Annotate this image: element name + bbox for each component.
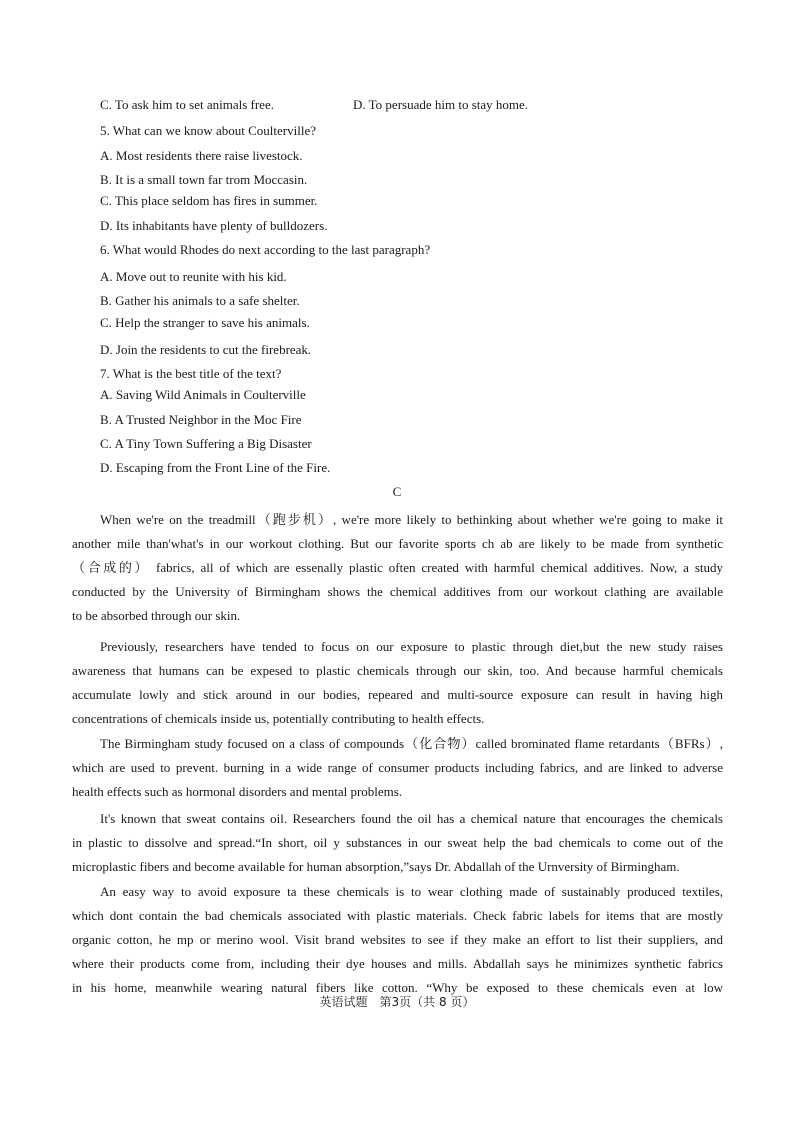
q5-option-c: C. This place seldom has fires in summer. <box>100 193 318 208</box>
passage-paragraph-1 <box>72 508 723 628</box>
page-footer: 英语试题 第3页（共 8 页） <box>319 995 475 1009</box>
passage-paragraph-4 <box>72 807 723 879</box>
passage-line: conducted by the University of Birmingham shows the chemical additives from our workout clathing are available <box>72 584 723 599</box>
q7-option-a: A. Saving Wild Animals in Coulterville <box>100 387 306 402</box>
passage-line: An easy way to avoid exposure ta these chemicals is to wear clothing made of sustainably produced textiles, <box>100 884 723 899</box>
q6-option-a: A. Move out to reunite with his kid. <box>100 269 287 284</box>
passage-line: It's known that sweat contains oil. Researchers found the oil has a chemical nature that encourages the chemicals <box>100 811 723 826</box>
q5-option-a: A. Most residents there raise livestock. <box>100 148 303 163</box>
passage-line: Previously, researchers have tended to focus on our exposure to plastic through diet,but the new study raises <box>100 639 723 654</box>
passage-line: concentrations of chemicals inside us, potentially contributing to health effects. <box>72 711 485 726</box>
q5-option-b: B. It is a small town far trom Moccasin. <box>100 172 308 187</box>
passage-paragraph-2 <box>72 635 723 731</box>
section-label: C <box>392 484 402 499</box>
passage-paragraph-3 <box>72 732 723 804</box>
passage-line: accumulate lowly and stick around in our bodies, repeared and multi-source exposure can result in having high <box>72 687 723 702</box>
question-7: 7. What is the best title of the text? <box>100 366 282 381</box>
question-5: 5. What can we know about Coulterville? <box>100 123 317 138</box>
passage-line: awareness that humans can be expesed to plastic chemicals through our skin, too. And because harmful chemicals <box>72 663 723 678</box>
q6-option-c: C. Help the stranger to save his animals. <box>100 315 310 330</box>
passage-line: health effects such as hormonal disorders and mental problems. <box>72 784 403 799</box>
q7-option-d: D. Escaping from the Front Line of the Fire. <box>100 460 331 475</box>
option-d-text: D. To persuade him to stay home. <box>353 97 529 112</box>
passage-line: in plastic to dissolve and spread.“In short, oil y substances in our sweat help the bad chemicals to come out of the <box>72 835 723 850</box>
passage-line: microplastic fibers and become available for human absorption,”says Dr. Abdallah of the Urnversity of Birmingham. <box>72 859 680 874</box>
question-6: 6. What would Rhodes do next according to the last paragraph? <box>100 242 431 257</box>
passage-line: organic cotton, he mp or merino wool. Visit brand websites to see if they make an effort to list their suppliers, and <box>72 932 723 947</box>
passage-line: When we're on the treadmill（跑步机）, we're more likely to bethinking about whether we're going to make it <box>100 512 723 527</box>
passage-line: （合成的） fabrics, all of which are essenally plastic often created with harmful chemical additives. Now, a study <box>72 560 723 575</box>
passage-line: another mile than'what's in our workout clothing. But our favorite sports ch ab are likely to be made from synthetic <box>72 536 723 551</box>
passage-line: where their products come from, including their dye houses and mills. Abdallah says he minimizes synthetic fabrics <box>72 956 723 971</box>
option-c-text: C. To ask him to set animals free. <box>100 97 274 112</box>
passage-line: to be absorbed through our skin. <box>72 608 241 623</box>
passage-line: which are used to prevent. burning in a wide range of consumer products including fabrics, and are linked to adverse <box>72 760 723 775</box>
q7-option-c: C. A Tiny Town Suffering a Big Disaster <box>100 436 312 451</box>
passage-paragraph-5 <box>72 880 723 1000</box>
q6-option-d: D. Join the residents to cut the firebreak. <box>100 342 312 357</box>
passage-line: in his home, meanwhile wearing natural fibers like cotton. “Why be exposed to these chemicals even at low <box>72 980 723 995</box>
passage-line: The Birmingham study focused on a class of compounds（化合物）called brominated flame retardants（BFRs）, <box>100 736 723 751</box>
q5-option-d: D. Its inhabitants have plenty of bulldozers. <box>100 218 328 233</box>
passage-line: which dont contain the bad chemicals associated with plastic materials. Check fabric labels for items that are mostly <box>72 908 723 923</box>
q6-option-b: B. Gather his animals to a safe shelter. <box>100 293 300 308</box>
q7-option-b: B. A Trusted Neighbor in the Moc Fire <box>100 412 302 427</box>
